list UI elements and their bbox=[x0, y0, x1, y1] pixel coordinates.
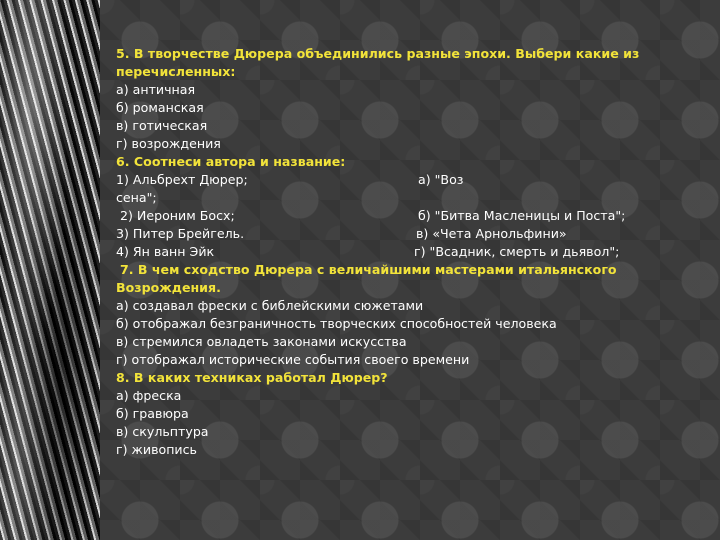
q6-work-a: а) "Воз bbox=[418, 172, 464, 187]
q5-option-d: г) возрождения bbox=[116, 136, 221, 151]
q6-author-4: 4) Ян ванн Эйк bbox=[116, 244, 215, 259]
question-6-title: 6. Соотнеси автора и название: bbox=[116, 154, 346, 169]
q5-option-a: а) античная bbox=[116, 82, 196, 97]
q6-row-2 bbox=[116, 207, 676, 225]
q6-work-b: б) "Битва Масленицы и Поста"; bbox=[418, 208, 626, 223]
q6-row-1 bbox=[116, 171, 676, 189]
q6-work-c: в) «Чета Арнольфини» bbox=[416, 226, 567, 241]
q6-work-d: г) "Всадник, смерть и дьявол"; bbox=[414, 244, 620, 259]
question-8-title: 8. В каких техниках работал Дюрер? bbox=[116, 370, 388, 385]
q6-row-3 bbox=[116, 225, 676, 243]
q6-author-2: 2) Иероним Босх; bbox=[120, 208, 235, 223]
q7-option-a: а) создавал фрески с библейскими сюжетами bbox=[116, 298, 424, 313]
q6-work-a-continued: сена"; bbox=[116, 190, 157, 205]
q6-author-3: 3) Питер Брейгель. bbox=[116, 226, 245, 241]
q8-option-d: г) живопись bbox=[116, 442, 197, 457]
q7-option-d: г) отображал исторические события своего времени bbox=[116, 352, 470, 367]
question-7-title: 7. В чем сходство Дюрера с величайшими мастерами итальянского Возрождения. bbox=[116, 262, 617, 295]
q8-option-c: в) скульптура bbox=[116, 424, 209, 439]
q7-option-c: в) стремился овладеть законами искусства bbox=[116, 334, 407, 349]
q6-author-1: 1) Альбрехт Дюрер; bbox=[116, 172, 248, 187]
question-5-title: 5. В творчестве Дюрера объединились разные эпохи. Выбери какие из перечисленных: bbox=[116, 46, 640, 79]
q8-option-a: а) фреска bbox=[116, 388, 182, 403]
q6-row-4 bbox=[116, 243, 676, 261]
q7-option-b: б) отображал безграничность творческих способностей человека bbox=[116, 316, 557, 331]
engraving-image-strip bbox=[0, 0, 100, 540]
q8-option-b: б) гравюра bbox=[116, 406, 189, 421]
q5-option-c: в) готическая bbox=[116, 118, 208, 133]
quiz-content bbox=[116, 45, 676, 459]
q5-option-b: б) романская bbox=[116, 100, 204, 115]
